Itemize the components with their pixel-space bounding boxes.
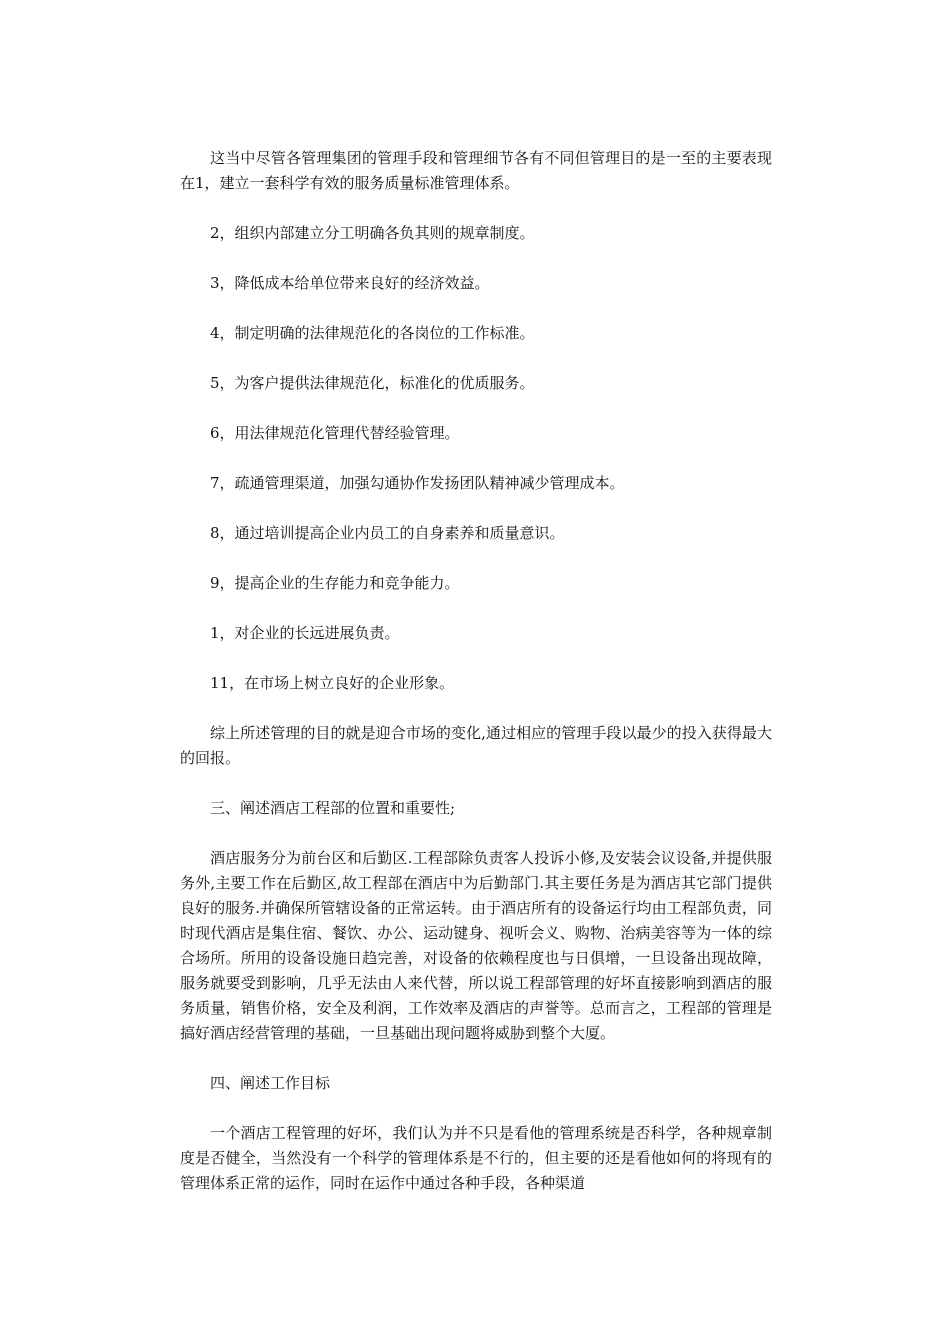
paragraph-work-goals: 一个酒店工程管理的好坏，我们认为并不只是看他的管理系统是否科学，各种规章制度是否健全，当然没有一个科学的管理体系是不行的，但主要的还是看他如何的将现有的管理体系正常的运作，同时在运作中通过各种手段，各种渠道 (180, 1124, 772, 1192)
list-item-9: 9，提高企业的生存能力和竞争能力。 (210, 574, 460, 592)
list-item-4: 4，制定明确的法律规范化的各岗位的工作标准。 (210, 324, 535, 342)
paragraph-intro: 这当中尽管各管理集团的管理手段和管理细节各有不同但管理目的是一至的主要表现在1，建立一套科学有效的服务质量标准管理体系。 (180, 149, 772, 192)
list-item-11: 11，在市场上树立良好的企业形象。 (210, 674, 455, 692)
list-item-7: 7，疏通管理渠道，加强勾通协作发扬团队精神减少管理成本。 (210, 474, 625, 492)
list-item-3: 3，降低成本给单位带来良好的经济效益。 (210, 274, 490, 292)
paragraph-engineering-role: 酒店服务分为前台区和后勤区.工程部除负责客人投诉小修,及安装会议设备,并提供服务外,主要工作在后勤区,故工程部在酒店中为后勤部门.其主要任务是为酒店其它部门提供良好的服务.并确保所管辖设备的正常运转。由于酒店所有的设备运行均由工程部负责，同时现代酒店是集住宿、餐饮、办公、运动键身、视听会义、购物、治病美容等为一体的综合场所。所用的设备设施日趋完善，对设备的依赖程度也与日俱增，一旦设备出现故障，服务就要受到影响，几乎无法由人来代替，所以说工程部管理的好坏直接影响到酒店的服务质量，销售价格，安全及利润，工作效率及酒店的声誉等。总而言之，工程部的管理是搞好酒店经营管理的基础，一旦基础出现问题将威胁到整个大厦。 (180, 849, 772, 1042)
section-heading-4: 四、阐述工作目标 (210, 1074, 331, 1092)
list-item-10: 1，对企业的长远进展负责。 (210, 624, 400, 642)
paragraph-summary: 综上所述管理的目的就是迎合市场的变化,通过相应的管理手段以最少的投入获得最大的回报。 (180, 724, 772, 767)
list-item-2: 2，组织内部建立分工明确各负其则的规章制度。 (210, 224, 535, 242)
list-item-5: 5，为客户提供法律规范化，标准化的优质服务。 (210, 374, 535, 392)
section-heading-3: 三、阐述酒店工程部的位置和重要性; (210, 799, 456, 817)
list-item-8: 8，通过培训提高企业内员工的自身素养和质量意识。 (210, 524, 565, 542)
list-item-6: 6，用法律规范化管理代替经验管理。 (210, 424, 460, 442)
document-body (180, 146, 772, 1196)
